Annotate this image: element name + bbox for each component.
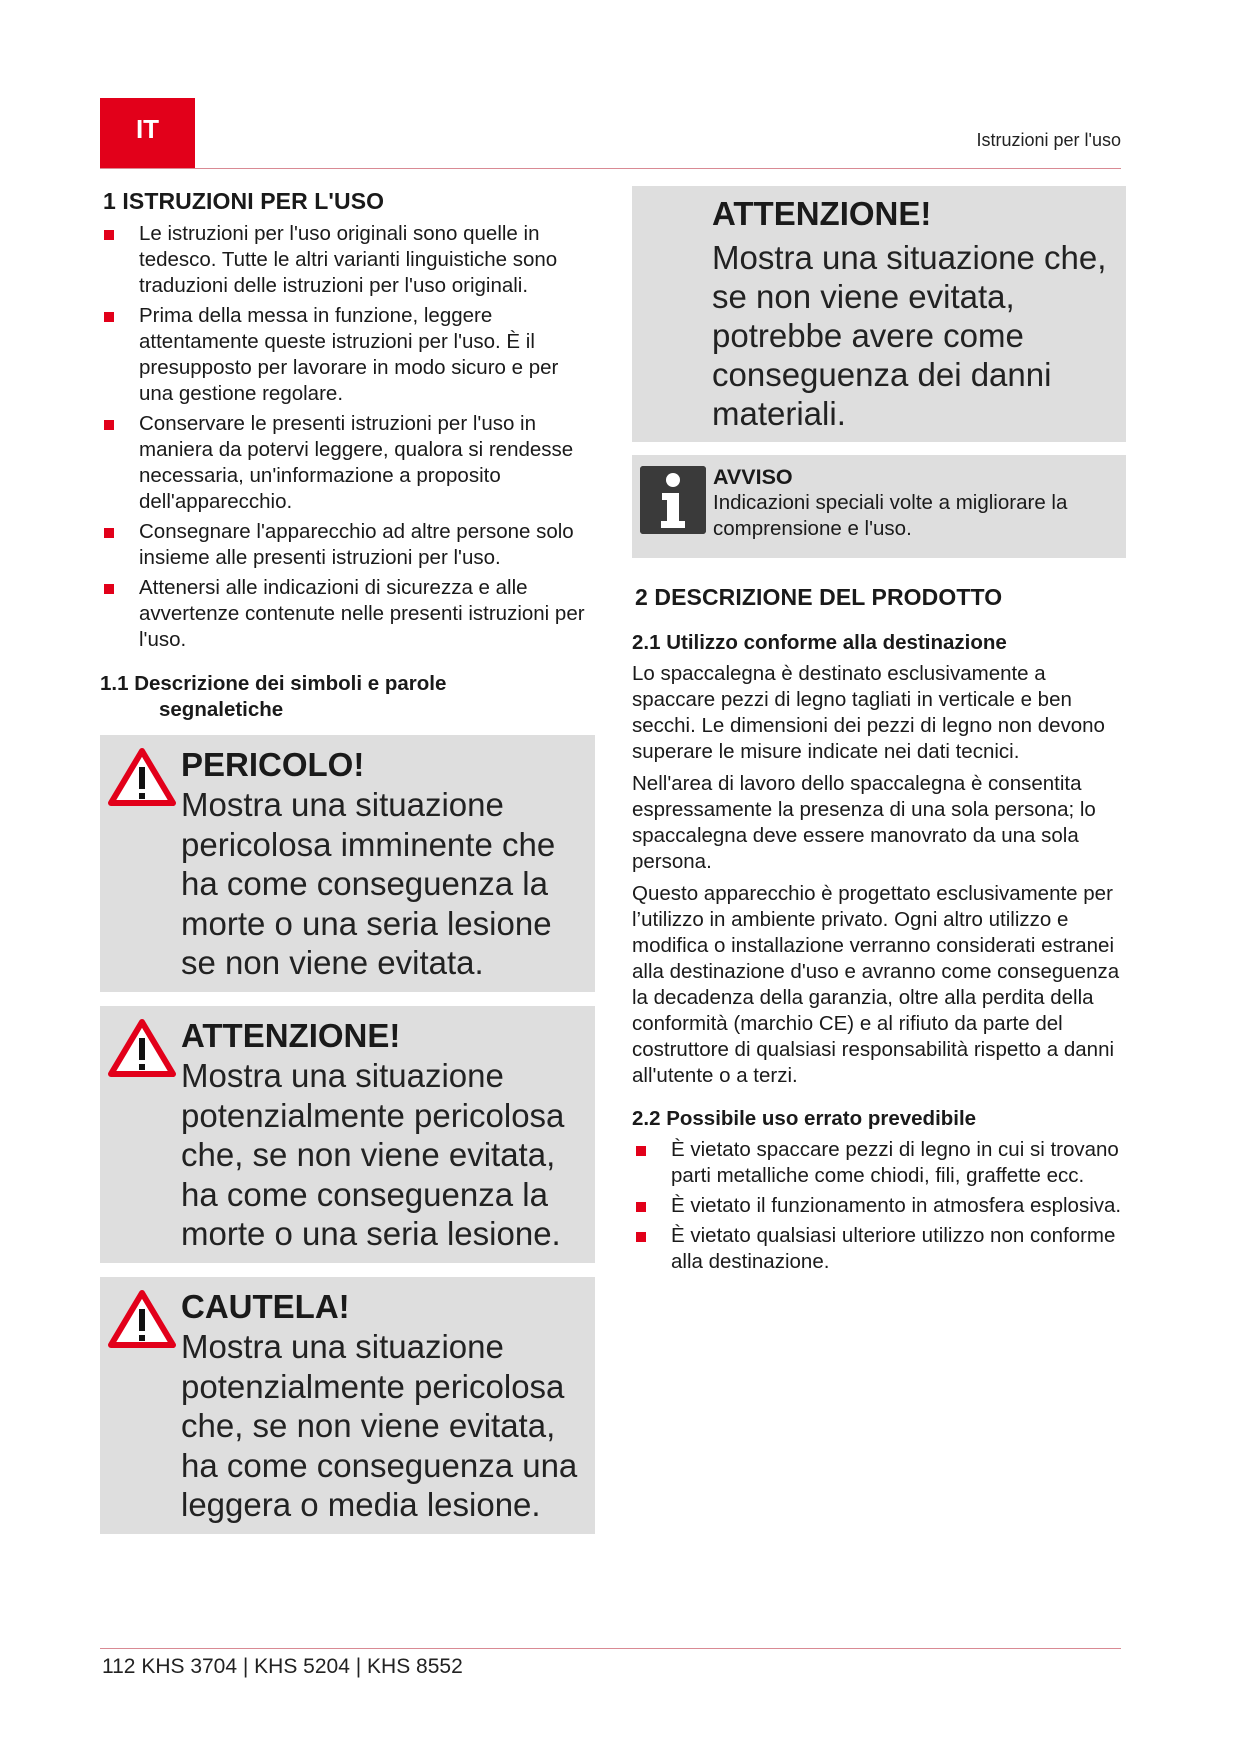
bullet-square-icon [636,1202,646,1212]
danger-title: PERICOLO! [181,746,365,783]
notice-text: Indicazioni speciali volte a migliorare la comprensione e l'uso. [713,491,1068,540]
language-code: IT [135,114,160,144]
warning-triangle-icon [107,1018,177,1080]
warning-triangle-icon [107,1289,177,1351]
material-damage-box [632,186,1126,442]
list-item: Attenersi alle indicazioni di sicurezza e alle avvertenze contenute nelle presenti istruzioni per l'uso. [100,575,595,653]
section-2-1-heading: 2.1 Utilizzo conforme alla destinazione [632,631,1007,654]
bullet-square-icon [104,230,114,240]
danger-box [100,735,595,992]
list-item: Le istruzioni per l'uso originali sono quelle in tedesco. Tutte le altri varianti linguistiche sono traduzioni delle istruzioni per l'uso originali. [100,221,595,299]
notice-box [632,455,1126,558]
bullet-square-icon [104,528,114,538]
list-item: Consegnare l'apparecchio ad altre persone solo insieme alle presenti istruzioni per l'uso. [100,519,595,571]
attention-title: ATTENZIONE! [712,195,932,232]
list-item: Prima della messa in funzione, leggere attentamente queste istruzioni per l'uso. È il presupposto per lavorare in modo sicuro e per una gestione regolare. [100,303,595,407]
bullet-square-icon [636,1146,646,1156]
warning-triangle-icon [107,747,177,809]
list-item: È vietato qualsiasi ulteriore utilizzo non conforme alla destinazione. [632,1223,1126,1275]
list-item: Conservare le presenti istruzioni per l'uso in maniera da potervi leggere, qualora si rendesse necessaria, un'informazione a proposito dell'apparecchio. [100,411,595,515]
paragraph: Nell'area di lavoro dello spaccalegna è consentita espressamente la presenza di una sola persona; lo spaccalegna deve essere manovrato da una sola persona. [632,772,1096,873]
running-header: Istruzioni per l'uso [976,130,1121,150]
warning-box [100,1006,595,1263]
list-item: È vietato spaccare pezzi di legno in cui si trovano parti metalliche come chiodi, fili, graffette ecc. [632,1137,1126,1189]
footer-divider [100,1648,1121,1649]
attention-text: Mostra una situazione che, se non viene evitata, potrebbe avere come conseguenza dei danni materiali. [712,239,1107,432]
bullet-square-icon [104,312,114,322]
notice-title: AVVISO [713,465,793,489]
warning-text: Mostra una situazione potenzialmente pericolosa che, se non viene evitata, ha come conseguenza la morte o una seria lesione. [181,1057,565,1252]
bullet-square-icon [104,584,114,594]
list-item: È vietato il funzionamento in atmosfera esplosiva. [632,1193,1126,1219]
paragraph: Lo spaccalegna è destinato esclusivamente a spaccare pezzi di legno tagliati in verticale e ben secchi. Le dimensioni dei pezzi di legno non devono superare le misure indicate nei dati tecnici. [632,662,1105,763]
left-column [100,188,595,1548]
section-1-heading: 1 ISTRUZIONI PER L'USO [103,188,385,214]
caution-title: CAUTELA! [181,1288,350,1325]
page-footer: 112 KHS 3704 | KHS 5204 | KHS 8552 [102,1655,463,1678]
paragraph: Questo apparecchio è progettato esclusivamente per l’utilizzo in ambiente privato. Ogni altro utilizzo e modifica o installazione verranno considerati estranei alla destinazione d'uso e avranno come conseguenza la decadenza della garanzia, oltre alla perdita della conformità (marchio CE) e al rifiuto da parte del costruttore di qualsiasi responsabilità rispetto a danni all'utente o a terzi. [632,882,1120,1087]
section-1-1-heading: 1.1 Descrizione dei simboli e parole segnaletiche [100,672,447,721]
info-icon [640,466,706,534]
section-2-2-heading: 2.2 Possibile uso errato prevedibile [632,1107,977,1130]
section-1-bullets [100,221,595,653]
bullet-square-icon [104,420,114,430]
caution-text: Mostra una situazione potenzialmente pericolosa che, se non viene evitata, ha come conseguenza una leggera o media lesione. [181,1328,578,1523]
section-2-heading: 2 DESCRIZIONE DEL PRODOTTO [635,584,1003,610]
danger-text: Mostra una situazione pericolosa imminente che ha come conseguenza la morte o una seria lesione se non viene evitata. [181,786,556,981]
bullet-square-icon [636,1232,646,1242]
header-divider [100,168,1121,169]
caution-box [100,1277,595,1534]
warning-title: ATTENZIONE! [181,1017,401,1054]
right-column [632,186,1126,1279]
section-2-2-bullets [632,1137,1126,1275]
language-tab [100,98,195,169]
